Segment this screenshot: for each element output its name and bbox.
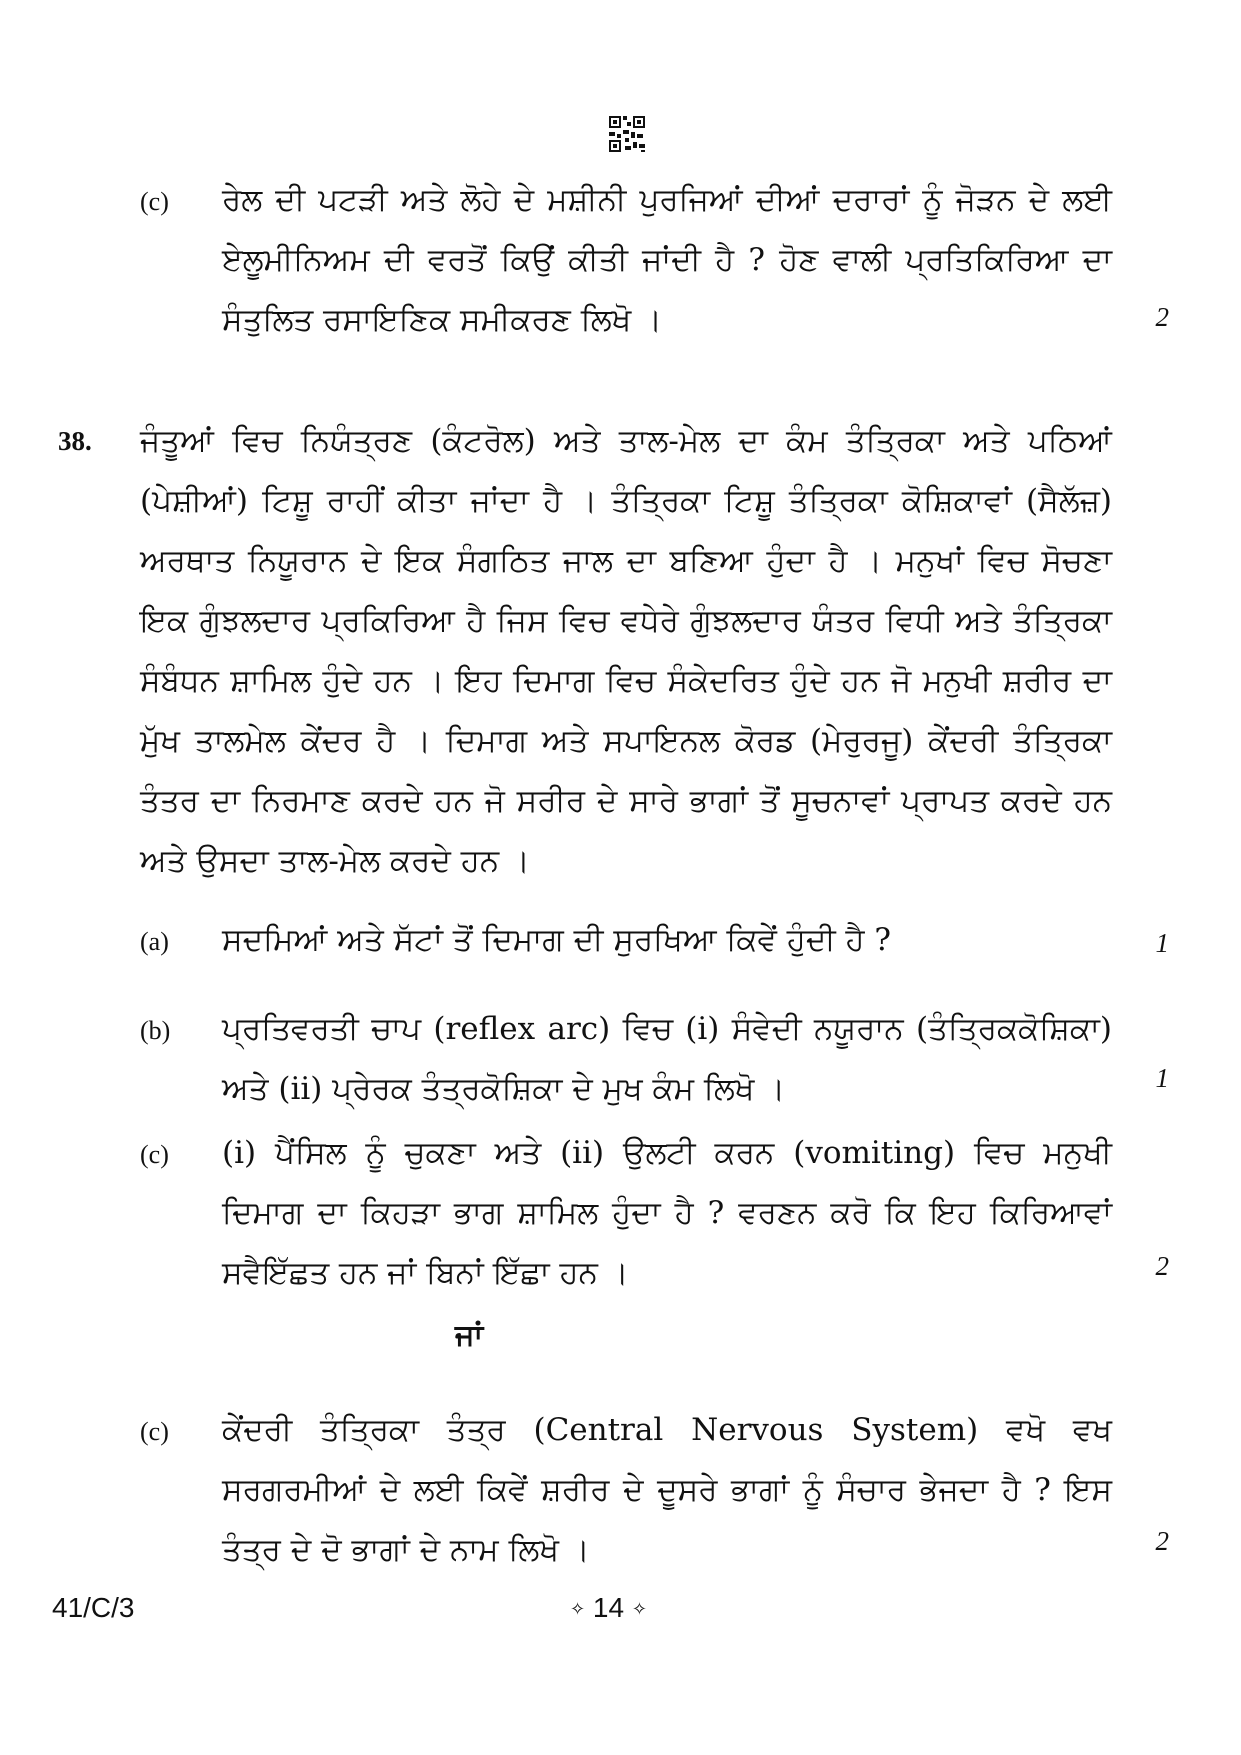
q38-b-label: (b) [140,1016,171,1045]
q38-c-marks: 2 [1155,1251,1169,1281]
q38-c-text: (i) ਪੈਂਸਿਲ ਨੂੰ ਚੁਕਣਾ ਅਤੇ (ii) ਉਲਟੀ ਕਰਨ (vomiting) ਵਿਚ ਮਨੁਖੀ ਦਿਮਾਗ ਦਾ ਕਿਹੜਾ ਭਾਗ ਸ਼ਾਮਿਲ ਹੁੰਦਾ ਹੈ ? ਵਰਣਨ ਕਰੋ ਕਿ ਇਹ ਕਿਰਿਆਵਾਂ ਸਵੈਇੱਛਤ ਹਨ ਜਾਂ ਬਿਨਾਂ ਇੱਛਾ ਹਨ । [222,1135,1112,1291]
q38-c-label: (c) [140,1140,169,1169]
q38-c-alt-label: (c) [140,1417,169,1446]
q38-c-alt-text: ਕੇਂਦਰੀ ਤੰਤ੍ਰਿਕਾ ਤੰਤ੍ਰ (Central Nervous System) ਵਖੋ ਵਖ ਸਰਗਰਮੀਆਂ ਦੇ ਲਈ ਕਿਵੇਂ ਸ਼ਰੀਰ ਦੇ ਦੂਸਰੇ ਭਾਗਾਂ ਨੂੰ ਸੰਚਾਰ ਭੇਜਦਾ ਹੈ ? ਇਸ ਤੰਤ੍ਰ ਦੇ ਦੋ ਭਾਗਾਂ ਦੇ ਨਾਮ ਲਿਖੋ । [222,1412,1112,1568]
paper-code: 41/C/3 [52,1592,135,1623]
q38-number: 38. [58,426,92,456]
q37-c-marks: 2 [1155,302,1169,332]
fleuron-right-icon: ✧ [631,1599,647,1620]
q37-c-text: ਰੇਲ ਦੀ ਪਟੜੀ ਅਤੇ ਲੋਹੇ ਦੇ ਮਸ਼ੀਨੀ ਪੁਰਜਿਆਂ ਦੀਆਂ ਦਰਾਰਾਂ ਨੂੰ ਜੋੜਨ ਦੇ ਲਈ ਏਲੂਮੀਨਿਅਮ ਦੀ ਵਰਤੋਂ ਕਿਉਂ ਕੀਤੀ ਜਾਂਦੀ ਹੈ ? ਹੋਣ ਵਾਲੀ ਪ੍ਰਤਿਕਿਰਿਆ ਦਾ ਸੰਤੁਲਿਤ ਰਸਾਇਣਿਕ ਸਮੀਕਰਣ ਲਿਖੋ । [222,182,1112,338]
q37-c-label: (c) [140,187,169,216]
page-number-wrapper [570,1592,647,1624]
page-number: 14 [592,1592,625,1623]
q38-c-alt-marks: 2 [1155,1526,1169,1556]
qr-code-icon [607,114,647,154]
q38-a-marks: 1 [1155,928,1169,958]
q38-b-marks: 1 [1155,1063,1169,1093]
fleuron-left-icon: ✧ [570,1599,586,1620]
or-divider: ਜਾਂ [455,1318,484,1353]
q38-a-label: (a) [140,927,169,956]
q38-b-text: ਪ੍ਰਤਿਵਰਤੀ ਚਾਪ (reflex arc) ਵਿਚ (i) ਸੰਵੇਦੀ ਨਯੂਰਾਨ (ਤੰਤ੍ਰਿਕਕੋਸ਼ਿਕਾ) ਅਤੇ (ii) ਪ੍ਰੇਰਕ ਤੰਤ੍ਰਕੋਸ਼ਿਕਾ ਦੇ ਮੁਖ ਕੰਮ ਲਿਖੋ । [222,1011,1112,1107]
q38-a-text: ਸਦਮਿਆਂ ਅਤੇ ਸੱਟਾਂ ਤੋਂ ਦਿਮਾਗ ਦੀ ਸੁਰਖਿਆ ਕਿਵੇਂ ਹੁੰਦੀ ਹੈ ? [222,922,892,958]
q38-passage: ਜੰਤੂਆਂ ਵਿਚ ਨਿਯੰਤ੍ਰਣ (ਕੰਟਰੋਲ) ਅਤੇ ਤਾਲ-ਮੇਲ ਦਾ ਕੰਮ ਤੰਤ੍ਰਿਕਾ ਅਤੇ ਪਠਿਆਂ (ਪੇਸ਼ੀਆਂ) ਟਿਸ਼ੂ ਰਾਹੀਂ ਕੀਤਾ ਜਾਂਦਾ ਹੈ । ਤੰਤ੍ਰਿਕਾ ਟਿਸ਼ੂ ਤੰਤ੍ਰਿਕਾ ਕੋਸ਼ਿਕਾਵਾਂ (ਸੈਲੱਜ਼) ਅਰਥਾਤ ਨਿਯੂਰਾਨ ਦੇ ਇਕ ਸੰਗਠਿਤ ਜਾਲ ਦਾ ਬਣਿਆ ਹੁੰਦਾ ਹੈ । ਮਨੁਖਾਂ ਵਿਚ ਸੋਚਣਾ ਇਕ ਗੁੰਝਲਦਾਰ ਪ੍ਰਕਿਰਿਆ ਹੈ ਜਿਸ ਵਿਚ ਵਧੇਰੇ ਗੁੰਝਲਦਾਰ ਯੰਤਰ ਵਿਧੀ ਅਤੇ ਤੰਤ੍ਰਿਕਾ ਸੰਬੰਧਨ ਸ਼ਾਮਿਲ ਹੁੰਦੇ ਹਨ । ਇਹ ਦਿਮਾਗ ਵਿਚ ਸੰਕੇਦਰਿਤ ਹੁੰਦੇ ਹਨ ਜੋ ਮਨੁਖੀ ਸ਼ਰੀਰ ਦਾ ਮੁੱਖ ਤਾਲਮੇਲ ਕੇਂਦਰ ਹੈ । ਦਿਮਾਗ ਅਤੇ ਸਪਾਇਨਲ ਕੋਰਡ (ਮੇਰੁਰਜੂ) ਕੇਂਦਰੀ ਤੰਤ੍ਰਿਕਾ ਤੰਤਰ ਦਾ ਨਿਰਮਾਣ ਕਰਦੇ ਹਨ ਜੋ ਸਰੀਰ ਦੇ ਸਾਰੇ ਭਾਗਾਂ ਤੋਂ ਸੂਚਨਾਵਾਂ ਪ੍ਰਾਪਤ ਕਰਦੇ ਹਨ ਅਤੇ ਉਸਦਾ ਤਾਲ-ਮੇਲ ਕਰਦੇ ਹਨ । [140,423,1112,879]
